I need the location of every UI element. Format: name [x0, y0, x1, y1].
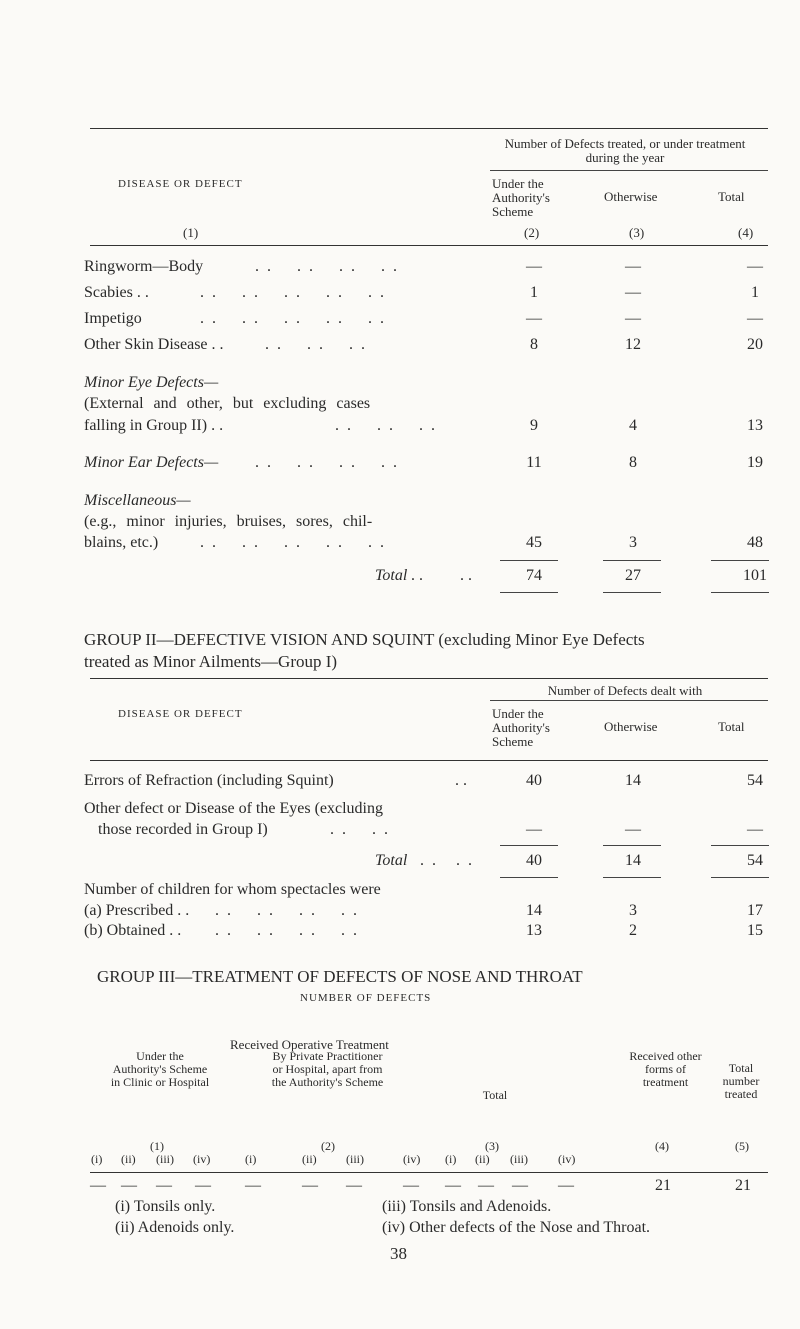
g3-sub-ii: (ii): [121, 1152, 136, 1166]
row-impetigo-c2: —: [526, 310, 542, 327]
g3-note-3: (iii) Tonsils and Adenoids.: [382, 1198, 552, 1215]
group3-title: GROUP III—TREATMENT OF DEFECTS OF NOSE AND THROAT: [97, 967, 583, 986]
row-scabies-c4: 1: [751, 284, 759, 301]
row-scabies-c2: 1: [530, 284, 538, 301]
g3-val: —: [245, 1177, 261, 1194]
total-rule: [500, 560, 558, 561]
total-rule: [603, 845, 661, 846]
leader-dots: . . . . . .: [335, 417, 437, 434]
group2-header-rule: [90, 760, 768, 761]
g2-obtained-c4: 15: [747, 922, 763, 939]
minor-eye-c2: 9: [530, 417, 538, 434]
g3-val: —: [90, 1177, 106, 1194]
leader-dots: . . . .: [330, 821, 390, 838]
row-skin-c3: 12: [625, 336, 641, 353]
g3-col5-header: Total number treated: [722, 1061, 760, 1101]
g2-other-line2: those recorded in Group I): [98, 821, 268, 838]
misc-line2: blains, etc.): [84, 534, 159, 551]
g2-refraction-c2: 40: [526, 772, 542, 789]
minor-eye-c3: 4: [629, 417, 637, 434]
g2-prescribed-c2: 14: [526, 902, 542, 919]
g3-colnum-3: (3): [485, 1139, 499, 1153]
group2-title-line1: GROUP II—DEFECTIVE VISION AND SQUINT (excluding Minor Eye Defects: [84, 630, 645, 649]
misc-title: Miscellaneous—: [84, 492, 191, 509]
g3-note-1: (i) Tonsils only.: [115, 1198, 216, 1215]
total-rule: [603, 877, 661, 878]
g3-val: —: [346, 1177, 362, 1194]
row-ringworm-c3: —: [625, 258, 641, 275]
leader-dots: . . . . . . . .: [215, 922, 359, 939]
total-rule: [711, 877, 769, 878]
row-ringworm-label: Ringworm—Body: [84, 258, 204, 275]
g3-sub-iii: (iii): [156, 1152, 174, 1166]
leader-dots: . . . . . . . . . .: [200, 284, 386, 301]
g3-val: —: [445, 1177, 461, 1194]
row-scabies-label: Scabies . .: [84, 284, 149, 301]
minor-ear-c4: 19: [747, 454, 763, 471]
group3-subtitle: NUMBER OF DEFECTS: [300, 992, 432, 1004]
row-impetigo-c3: —: [625, 310, 641, 327]
g3-received-operative: Received Operative Treatment: [230, 1037, 389, 1052]
group2-col2-header: Under the Authority's Scheme: [492, 706, 550, 749]
leader-dots: . . . . . . . . . .: [200, 534, 386, 551]
leader-dots: . . . . . . . .: [215, 902, 359, 919]
total-c2: 74: [526, 567, 542, 584]
misc-line1: (e.g., minor injuries, bruises, sores, chil-: [84, 513, 373, 530]
g3-col4-header: Received other forms of treatment: [629, 1049, 702, 1089]
table1-col3-header: Otherwise: [604, 189, 658, 204]
g3-val-col5: 21: [735, 1177, 751, 1194]
g3-sub-iv: (iv): [558, 1152, 576, 1166]
leader-dots: . .: [455, 772, 467, 789]
g3-val: —: [478, 1177, 494, 1194]
table1-col2-header: Under the Authority's Scheme: [492, 176, 550, 219]
g2-total-label: Total: [375, 852, 408, 869]
g3-val: —: [156, 1177, 172, 1194]
table1-colnum-3: (3): [629, 225, 645, 240]
group2-col3-header: Otherwise: [604, 719, 658, 734]
g2-prescribed-label: (a) Prescribed . .: [84, 902, 190, 919]
g2-obtained-c3: 2: [629, 922, 637, 939]
g2-spectacles-label: Number of children for whom spectacles were: [84, 881, 381, 898]
table1-top-rule: [90, 128, 768, 129]
minor-eye-c4: 13: [747, 417, 763, 434]
g3-sub-i: (i): [245, 1152, 257, 1166]
misc-c3: 3: [629, 534, 637, 551]
g3-colnum-2: (2): [321, 1139, 335, 1153]
group3-header-rule: [90, 1172, 768, 1173]
group2-title-line2: treated as Minor Ailments—Group I): [84, 652, 338, 671]
g3-sub-i: (i): [445, 1152, 457, 1166]
table1-total-label: Total . .: [375, 567, 424, 584]
minor-eye-line2: falling in Group II) . .: [84, 417, 224, 434]
total-c4: 101: [743, 567, 767, 584]
table1-colnum-1: (1): [183, 225, 199, 240]
g3-val: —: [121, 1177, 137, 1194]
row-skin-label: Other Skin Disease . .: [84, 336, 224, 353]
g3-colnum-1: (1): [150, 1139, 164, 1153]
minor-eye-line1: (External and other, but excluding cases: [84, 395, 371, 412]
group2-top-rule: [90, 678, 768, 679]
group2-col1-header: DISEASE OR DEFECT: [118, 708, 243, 720]
g2-refraction-c3: 14: [625, 772, 641, 789]
total-rule: [711, 560, 769, 561]
g3-sub-ii: (ii): [302, 1152, 317, 1166]
misc-c4: 48: [747, 534, 763, 551]
total-rule: [711, 845, 769, 846]
g2-other-c3: —: [625, 821, 641, 838]
g2-total-c2: 40: [526, 852, 542, 869]
g3-val: —: [195, 1177, 211, 1194]
total-rule: [500, 845, 558, 846]
row-ringworm-c4: —: [747, 258, 763, 275]
g3-colnum-5: (5): [735, 1139, 749, 1153]
g3-colnum-4: (4): [655, 1139, 669, 1153]
g2-obtained-c2: 13: [526, 922, 542, 939]
g2-other-c2: —: [526, 821, 542, 838]
total-rule: [711, 592, 769, 593]
g3-sub-iv: (iv): [193, 1152, 211, 1166]
g2-other-line1: Other defect or Disease of the Eyes (excluding: [84, 800, 383, 817]
minor-ear-c2: 11: [526, 454, 542, 471]
row-impetigo-c4: —: [747, 310, 763, 327]
row-skin-c4: 20: [747, 336, 763, 353]
table1-colnum-2: (2): [524, 225, 540, 240]
total-rule: [603, 592, 661, 593]
g3-val: —: [403, 1177, 419, 1194]
table1-group-rule: [490, 170, 768, 171]
g3-sub-i: (i): [91, 1152, 103, 1166]
g2-prescribed-c3: 3: [629, 902, 637, 919]
g3-note-4: (iv) Other defects of the Nose and Throat.: [382, 1219, 651, 1236]
row-ringworm-c2: —: [526, 258, 542, 275]
g3-sub-iii: (iii): [346, 1152, 364, 1166]
leader-dots: . . . . . .: [265, 336, 367, 353]
g3-sub-ii: (ii): [475, 1152, 490, 1166]
total-rule: [500, 592, 558, 593]
table1-col1-header: DISEASE OR DEFECT: [118, 178, 243, 190]
g2-total-c3: 14: [625, 852, 641, 869]
minor-ear-title: Minor Ear Defects—: [84, 454, 219, 471]
minor-eye-title: Minor Eye Defects—: [84, 374, 219, 391]
leader-dots: . .: [460, 567, 472, 584]
table1-header-rule: [90, 245, 768, 246]
table1-group-header: Number of Defects treated, or under treatment during the year: [504, 136, 746, 165]
row-impetigo-label: Impetigo: [84, 310, 142, 327]
g3-sub-iii: (iii): [510, 1152, 528, 1166]
leader-dots: . . . . . . . .: [255, 454, 399, 471]
page-number: 38: [390, 1244, 407, 1263]
total-rule: [603, 560, 661, 561]
total-c3: 27: [625, 567, 641, 584]
minor-ear-c3: 8: [629, 454, 637, 471]
g2-refraction-c4: 54: [747, 772, 763, 789]
row-skin-c2: 8: [530, 336, 538, 353]
g2-total-c4: 54: [747, 852, 763, 869]
total-rule: [500, 877, 558, 878]
g3-val: —: [558, 1177, 574, 1194]
g2-other-c4: —: [747, 821, 763, 838]
table1-col4-header: Total: [718, 189, 745, 204]
g3-val: —: [302, 1177, 318, 1194]
group2-col4-header: Total: [718, 719, 745, 734]
g3-col3-header: Total: [482, 1088, 508, 1102]
leader-dots: . . . . . . . . . .: [200, 310, 386, 327]
g3-sub-iv: (iv): [403, 1152, 421, 1166]
row-scabies-c3: —: [625, 284, 641, 301]
g3-col2-header: By Private Practitioner or Hospital, apart from the Authority's Scheme: [271, 1049, 384, 1089]
g3-note-2: (ii) Adenoids only.: [115, 1219, 235, 1236]
g3-val-col4: 21: [655, 1177, 671, 1194]
misc-c2: 45: [526, 534, 542, 551]
g2-refraction-label: Errors of Refraction (including Squint): [84, 772, 334, 789]
leader-dots: . . . .: [420, 852, 474, 869]
g2-obtained-label: (b) Obtained . .: [84, 922, 182, 939]
g3-val: —: [512, 1177, 528, 1194]
group2-group-rule: [490, 700, 768, 701]
g2-prescribed-c4: 17: [747, 902, 763, 919]
g3-col1-header: Under the Authority's Scheme in Clinic or Hospital: [110, 1049, 210, 1089]
leader-dots: . . . . . . . .: [255, 258, 399, 275]
table1-colnum-4: (4): [738, 225, 754, 240]
group2-group-header: Number of Defects dealt with: [547, 683, 703, 698]
